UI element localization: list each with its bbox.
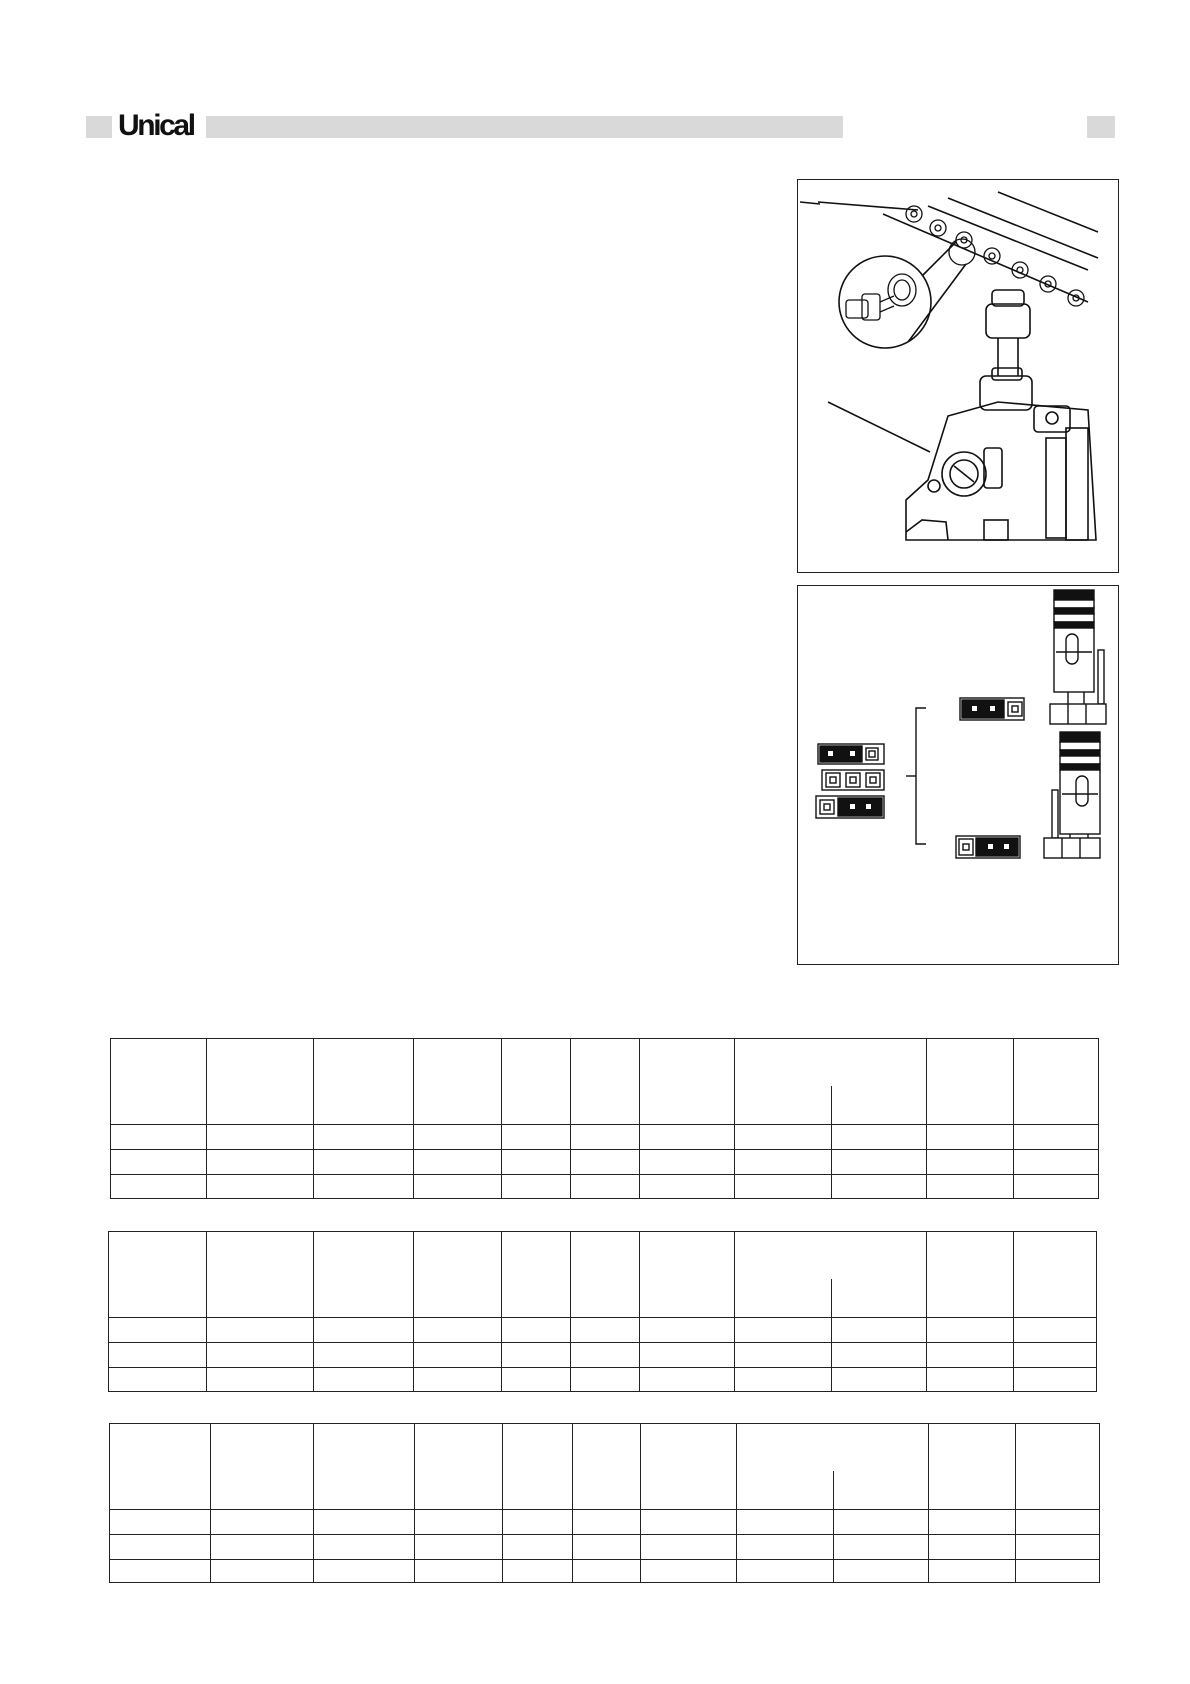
jumper-settings-illustration [797,585,1119,965]
gas-table-1 [110,1038,1099,1199]
gas-table-2 [108,1231,1097,1392]
table-row [109,1318,1097,1343]
table-row [109,1368,1097,1392]
brand-logo: Unical [118,109,194,142]
table-row [110,1560,1100,1583]
gas-table-3 [109,1423,1100,1583]
table-row [110,1535,1100,1560]
gas-valve-nozzle-illustration [797,179,1119,573]
table-row [111,1175,1099,1199]
header-block-right [1087,116,1115,138]
jumper-drawing [798,586,1118,964]
header-bar [206,116,843,138]
table-row [111,1150,1099,1175]
table-header-row [109,1232,1097,1318]
table-header-row [111,1039,1099,1125]
table-row [110,1510,1100,1535]
table-row [109,1343,1097,1368]
header-block-left [86,116,112,138]
gas-valve-drawing [798,180,1118,572]
table-row [111,1125,1099,1150]
table-header-row [110,1424,1100,1510]
